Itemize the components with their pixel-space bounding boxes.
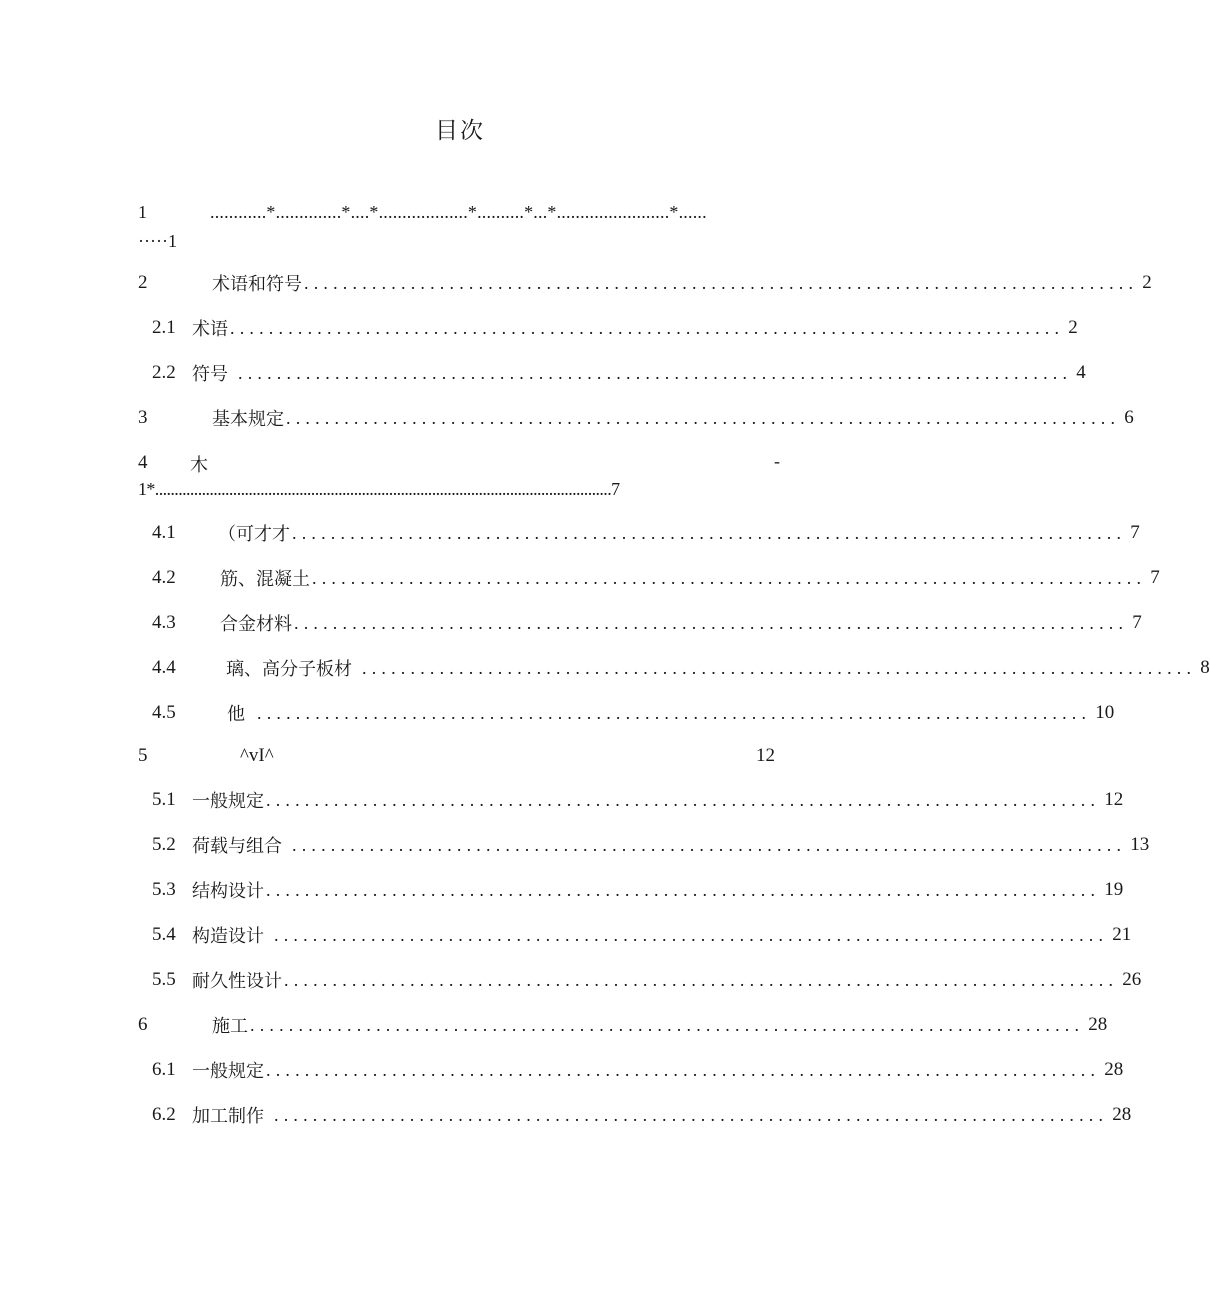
toc-entry-4-number: 4 xyxy=(138,452,148,473)
toc-leader-dots: ...................................................................................... xyxy=(286,407,1121,428)
toc-entry-number: 6.1 xyxy=(152,1059,176,1080)
toc-entry-4-4[interactable] xyxy=(152,653,1210,683)
toc-entry-number: 5.1 xyxy=(152,789,176,810)
toc-entry-number: 2.2 xyxy=(152,362,176,383)
toc-entry-number: 4.1 xyxy=(152,522,176,543)
toc-entry-label: 施工 xyxy=(212,1016,248,1037)
toc-entry-label: 术语和符号 xyxy=(212,274,302,295)
toc-leader-dots: ...................................................................................... xyxy=(362,657,1197,678)
toc-leader-dots: ...................................................................................... xyxy=(257,702,1092,723)
toc-entry-4-label: 木 xyxy=(190,455,208,476)
toc-leader-dots: ...................................................................................... xyxy=(312,567,1147,588)
toc-entry-label: 一般规定 xyxy=(192,791,264,812)
toc-entry-4-5[interactable] xyxy=(152,698,1115,728)
toc-leader-dots: ...................................................................................... xyxy=(284,969,1119,990)
toc-entry-6[interactable] xyxy=(138,1010,1108,1040)
toc-entry-5-2[interactable] xyxy=(152,830,1150,860)
toc-leader-dots: ...................................................................................... xyxy=(238,362,1073,383)
toc-entry-label: 一般规定 xyxy=(192,1061,264,1082)
toc-entry-number: 5.3 xyxy=(152,879,176,900)
toc-leader-dots: ...................................................................................... xyxy=(294,612,1129,633)
toc-leader-dots: ...................................................................................... xyxy=(274,924,1109,945)
toc-entry-6-2[interactable] xyxy=(152,1100,1132,1130)
toc-entry-3[interactable] xyxy=(138,403,1134,433)
toc-entry-label: 他 xyxy=(227,704,245,725)
toc-entry-label: （可才才 xyxy=(218,524,290,545)
toc-entry-4-2[interactable] xyxy=(152,563,1160,593)
toc-leader-dots: ...................................................................................... xyxy=(230,317,1065,338)
toc-entry-number: 3 xyxy=(138,407,148,428)
toc-entry-number: 2 xyxy=(138,272,148,293)
toc-page-number: 8 xyxy=(1200,657,1210,678)
toc-leader-dots: ...................................................................................... xyxy=(250,1014,1085,1035)
toc-leader-dots: ...................................................................................... xyxy=(292,834,1127,855)
toc-entry-label: 荷载与组合 xyxy=(192,836,282,857)
toc-page-number: 7 xyxy=(1130,522,1140,543)
toc-entry-5-page: 12 xyxy=(756,745,775,766)
toc-page-number: 7 xyxy=(1150,567,1160,588)
toc-entry-number: 4.4 xyxy=(152,657,176,678)
toc-page-number: 10 xyxy=(1095,702,1115,723)
toc-entry-6-1[interactable] xyxy=(152,1055,1124,1085)
toc-entry-label: 构造设计 xyxy=(192,926,264,947)
toc-page-number: 12 xyxy=(1104,789,1124,810)
toc-entry-number: 4.3 xyxy=(152,612,176,633)
toc-entry-5-number: 5 xyxy=(138,745,148,766)
toc-page-number: 6 xyxy=(1124,407,1134,428)
toc-entry-number: 4.5 xyxy=(152,702,176,723)
toc-entry-label: 术语 xyxy=(192,319,228,340)
toc-entry-4-1[interactable] xyxy=(152,518,1140,548)
toc-leader-dots: ...................................................................................... xyxy=(274,1104,1109,1125)
toc-entry-5-5[interactable] xyxy=(152,965,1142,995)
toc-page-number: 7 xyxy=(1132,612,1142,633)
toc-page-number: 28 xyxy=(1088,1014,1108,1035)
toc-entry-number: 5.5 xyxy=(152,969,176,990)
toc-leader-dots: ...................................................................................... xyxy=(292,522,1127,543)
toc-page-number: 13 xyxy=(1130,834,1150,855)
toc-entry-1-number: 1 xyxy=(138,202,147,222)
toc-entry-4-3[interactable] xyxy=(152,608,1142,638)
toc-page-number: 26 xyxy=(1122,969,1142,990)
toc-page-number: 21 xyxy=(1112,924,1132,945)
toc-leader-dots: ...................................................................................... xyxy=(266,1059,1101,1080)
toc-page-number: 2 xyxy=(1142,272,1152,293)
toc-entry-number: 4.2 xyxy=(152,567,176,588)
toc-entry-2-2[interactable] xyxy=(152,358,1086,388)
toc-entry-number: 6 xyxy=(138,1014,148,1035)
toc-entry-label: 结构设计 xyxy=(192,881,264,902)
toc-entry-1-leader: ............*..............*....*...................*..........*...*........................*...... xyxy=(210,202,707,222)
toc-entry-2[interactable] xyxy=(138,268,1152,298)
toc-page-number: 28 xyxy=(1104,1059,1124,1080)
toc-entry-label: 筋、混凝土 xyxy=(220,569,310,590)
toc-entry-number: 5.4 xyxy=(152,924,176,945)
toc-entry-2-1[interactable] xyxy=(152,313,1078,343)
toc-entry-number: 5.2 xyxy=(152,834,176,855)
toc-entry-4-page: 1*.....................................................................................................................7 xyxy=(138,479,620,499)
toc-entry-5-4[interactable] xyxy=(152,920,1132,950)
toc-entry-label: 合金材料 xyxy=(220,614,292,635)
toc-entry-5-label: ^vI^ xyxy=(240,745,274,766)
toc-entry-number: 6.2 xyxy=(152,1104,176,1125)
toc-leader-dots: ...................................................................................... xyxy=(266,789,1101,810)
toc-entry-label: 基本规定 xyxy=(212,409,284,430)
toc-leader-dots: ...................................................................................... xyxy=(304,272,1139,293)
toc-entry-4-dash: - xyxy=(774,451,780,471)
toc-leader-dots: ...................................................................................... xyxy=(266,879,1101,900)
toc-page-number: 4 xyxy=(1076,362,1086,383)
toc-entry-label: 耐久性设计 xyxy=(192,971,282,992)
toc-entry-5-3[interactable] xyxy=(152,875,1124,905)
toc-entry-1-page: ·····1 xyxy=(138,231,177,251)
toc-entry-5-1[interactable] xyxy=(152,785,1124,815)
toc-page-number: 2 xyxy=(1068,317,1078,338)
toc-page-number: 19 xyxy=(1104,879,1124,900)
toc-page-number: 28 xyxy=(1112,1104,1132,1125)
toc-entry-label: 符号 xyxy=(192,364,228,385)
toc-entry-label: 璃、高分子板材 xyxy=(226,659,352,680)
toc-entry-number: 2.1 xyxy=(152,317,176,338)
toc-entry-label: 加工制作 xyxy=(192,1106,264,1127)
page-title: 目次 xyxy=(435,118,485,144)
